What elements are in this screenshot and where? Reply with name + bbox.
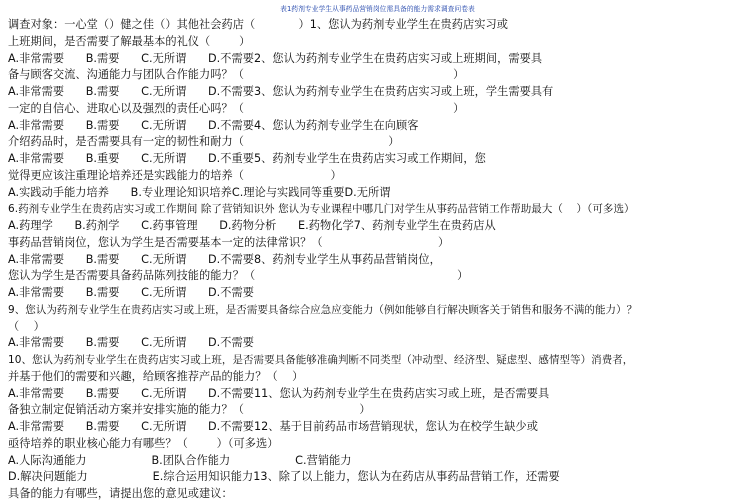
text-line: A.人际沟通能力 B.团队合作能力 C.营销能力: [8, 453, 352, 467]
text-line: 介绍药品时，是否需要具有一定的韧性和耐力（ ）: [8, 135, 400, 149]
text-line: A.非常需要 B.需要 C.无所谓 D.不需要2、您认为药剂专业学生在贵药店实习或上班期间，需要具: [8, 51, 543, 65]
text-line: 9、您认为药剂专业学生在贵药店实习或上班，是否需要具备综合应急应变能力（例如能够自行解决顾客关于销售和服务不满的能力）？: [8, 303, 638, 316]
text-line: A.非常需要 B.需要 C.无所谓 D.不需要4、您认为药剂专业学生在向顾客: [8, 118, 419, 132]
text-line: 具备的能力有哪些，请提出您的意见或建议：: [8, 487, 233, 500]
text-line: 亟待培养的职业核心能力有哪些？（ ）（可多选）: [8, 436, 279, 450]
text-line: A.药理学 B.药剂学 C.药事管理 D.药物分析 E.药物化学7、药剂专业学生在贵药店从: [8, 219, 496, 232]
text-line: A.实践动手能力培养 B.专业理论知识培养C.理论与实践同等重要D.无所谓: [8, 185, 391, 199]
text-line: A.非常需要 B.需要 C.无所谓 D.不需要: [8, 336, 254, 350]
text-line: 并基于他们的需要和兴趣，给顾客推荐产品的能力？（ ）: [8, 369, 304, 383]
text-line: 10、您认为药剂专业学生在贵药店实习或上班，是否需要具备能够准确判断不同类型（冲动型、经济型、疑虑型、感情型等）消费者，: [8, 354, 634, 366]
text-line: 您认为学生是否需要具备药品陈列技能的能力？（ ）: [8, 269, 469, 283]
text-line: A.非常需要 B.需要 C.无所谓 D.不需要11、您认为药剂专业学生在贵药店实习或上班，是否需要具: [8, 386, 550, 400]
text-line: A.非常需要 B.需要 C.无所谓 D.不需要: [8, 286, 254, 299]
document-title: 表1药剂专业学生从事药品营销岗位需具备的能力需求调查问卷表: [280, 5, 475, 13]
text-line: （ ）: [8, 319, 45, 333]
text-line: 备与顾客交流、沟通能力与团队合作能力吗？（ ）: [8, 68, 465, 82]
text-line: D.解决问题能力 E.综合运用知识能力13、除了以上能力，您认为在药店从事药品营销工作，还需要: [8, 470, 560, 484]
text-line: 上班期间，是否需要了解最基本的礼仪（ ）: [8, 34, 251, 48]
text-line: 一定的自信心、进取心以及强烈的责任心吗？（ ）: [8, 101, 465, 115]
text-line: A.非常需要 B.需要 C.无所谓 D.不需要3、您认为药剂专业学生在贵药店实习或上班，学生需要具有: [8, 85, 554, 98]
text-line: 6.药剂专业学生在贵药店实习或工作期间 除了营销知识外 您认为专业课程中哪几门对学生从事药品营销工作帮助最大（ ）（可多选）: [8, 203, 635, 216]
text-line: A.非常需要 B.重要 C.无所谓 D.不重要5、药剂专业学生在贵药店实习或工作期间，您: [8, 152, 486, 165]
text-line: 觉得更应该注重理论培养还是实践能力的培养（ ）: [8, 168, 342, 182]
text-line: A.非常需要 B.需要 C.无所谓 D.不需要8、药剂专业学生从事药品营销岗位，: [8, 252, 441, 266]
text-line: A.非常需要 B.需要 C.无所谓 D.不需要12、基于目前药品市场营销现状，您认为在校学生缺少或: [8, 420, 538, 433]
text-line: 备独立制定促销活动方案并安排实施的能力？（ ）: [8, 403, 371, 417]
text-line: 事药品营销岗位，您认为学生是否需要基本一定的法律常识？（ ）: [8, 235, 450, 249]
text-line: 调查对象：一心堂（）健之佳（）其他社会药店（ ）1、您认为药剂专业学生在贵药店实习或: [8, 18, 508, 31]
